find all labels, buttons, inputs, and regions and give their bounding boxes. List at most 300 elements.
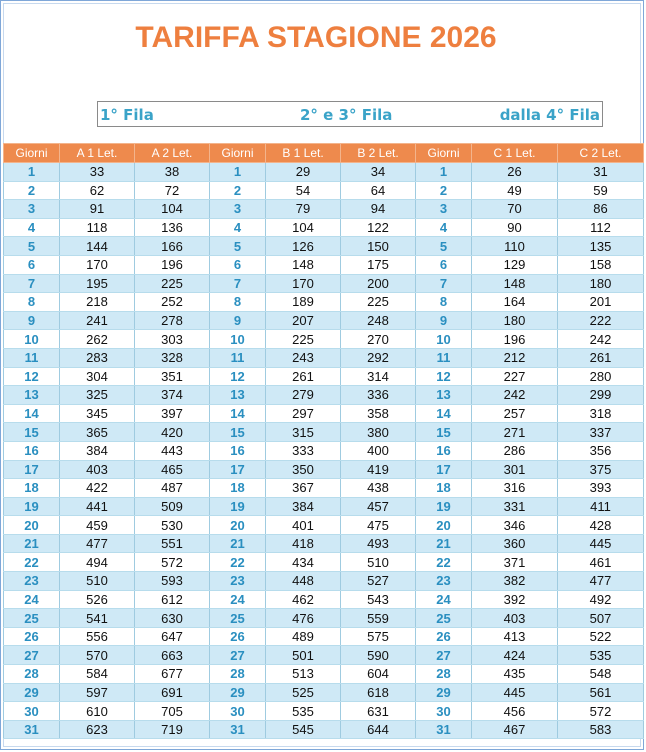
day-cell: 4 (416, 218, 472, 237)
day-cell: 19 (416, 497, 472, 516)
price-cell: 493 (341, 534, 416, 553)
price-cell: 328 (135, 348, 210, 367)
column-header: C 2 Let. (558, 144, 644, 163)
price-cell: 122 (341, 218, 416, 237)
day-cell: 1 (4, 163, 60, 182)
price-cell: 462 (266, 590, 341, 609)
table-row (4, 627, 644, 646)
price-cell: 91 (60, 200, 135, 219)
price-cell: 314 (341, 367, 416, 386)
price-cell: 135 (558, 237, 644, 256)
table-header-row (4, 144, 644, 163)
price-cell: 457 (341, 497, 416, 516)
price-cell: 331 (472, 497, 558, 516)
column-header: B 1 Let. (266, 144, 341, 163)
price-cell: 225 (341, 293, 416, 312)
price-cell: 144 (60, 237, 135, 256)
price-cell: 38 (135, 163, 210, 182)
price-cell: 104 (266, 218, 341, 237)
day-cell: 10 (4, 330, 60, 349)
price-cell: 623 (60, 720, 135, 739)
price-cell: 418 (266, 534, 341, 553)
table-row (4, 479, 644, 498)
price-cell: 526 (60, 590, 135, 609)
price-cell: 443 (135, 441, 210, 460)
price-cell: 445 (558, 534, 644, 553)
day-cell: 22 (210, 553, 266, 572)
price-cell: 374 (135, 386, 210, 405)
day-cell: 17 (4, 460, 60, 479)
price-cell: 467 (472, 720, 558, 739)
price-cell: 350 (266, 460, 341, 479)
table-row (4, 497, 644, 516)
day-cell: 30 (210, 702, 266, 721)
price-cell: 365 (60, 423, 135, 442)
price-cell: 33 (60, 163, 135, 182)
price-cell: 392 (472, 590, 558, 609)
price-cell: 31 (558, 163, 644, 182)
price-cell: 201 (558, 293, 644, 312)
price-cell: 29 (266, 163, 341, 182)
price-cell: 337 (558, 423, 644, 442)
fila-second-label: 2° e 3° Fila (300, 106, 393, 124)
day-cell: 9 (210, 311, 266, 330)
day-cell: 6 (4, 255, 60, 274)
price-cell: 292 (341, 348, 416, 367)
table-row (4, 200, 644, 219)
price-cell: 530 (135, 516, 210, 535)
price-cell: 367 (266, 479, 341, 498)
price-cell: 397 (135, 404, 210, 423)
price-cell: 630 (135, 609, 210, 628)
table-row (4, 702, 644, 721)
day-cell: 6 (210, 255, 266, 274)
day-cell: 14 (416, 404, 472, 423)
price-cell: 112 (558, 218, 644, 237)
price-cell: 494 (60, 553, 135, 572)
price-cell: 241 (60, 311, 135, 330)
day-cell: 3 (4, 200, 60, 219)
day-cell: 21 (4, 534, 60, 553)
day-cell: 4 (210, 218, 266, 237)
price-cell: 413 (472, 627, 558, 646)
day-cell: 12 (210, 367, 266, 386)
day-cell: 22 (416, 553, 472, 572)
day-cell: 20 (210, 516, 266, 535)
day-cell: 16 (416, 441, 472, 460)
day-cell: 2 (4, 181, 60, 200)
day-cell: 8 (210, 293, 266, 312)
row-category-box (97, 101, 603, 127)
day-cell: 24 (4, 590, 60, 609)
price-cell: 556 (60, 627, 135, 646)
table-row (4, 534, 644, 553)
day-cell: 29 (4, 683, 60, 702)
price-cell: 551 (135, 534, 210, 553)
price-cell: 513 (266, 665, 341, 684)
price-cell: 303 (135, 330, 210, 349)
day-cell: 16 (4, 441, 60, 460)
column-header: C 1 Let. (472, 144, 558, 163)
price-cell: 583 (558, 720, 644, 739)
price-cell: 227 (472, 367, 558, 386)
price-cell: 510 (341, 553, 416, 572)
price-cell: 507 (558, 609, 644, 628)
price-cell: 54 (266, 181, 341, 200)
day-cell: 15 (416, 423, 472, 442)
day-cell: 10 (210, 330, 266, 349)
day-cell: 11 (210, 348, 266, 367)
day-cell: 16 (210, 441, 266, 460)
day-cell: 26 (4, 627, 60, 646)
table-row (4, 163, 644, 182)
price-cell: 435 (472, 665, 558, 684)
day-cell: 20 (4, 516, 60, 535)
day-cell: 3 (210, 200, 266, 219)
day-cell: 27 (210, 646, 266, 665)
price-cell: 180 (558, 274, 644, 293)
price-cell: 351 (135, 367, 210, 386)
price-cell: 346 (472, 516, 558, 535)
day-cell: 27 (416, 646, 472, 665)
table-body (4, 163, 644, 739)
day-cell: 21 (210, 534, 266, 553)
price-cell: 195 (60, 274, 135, 293)
column-header: A 1 Let. (60, 144, 135, 163)
price-cell: 170 (266, 274, 341, 293)
price-cell: 393 (558, 479, 644, 498)
day-cell: 7 (416, 274, 472, 293)
price-cell: 126 (266, 237, 341, 256)
price-cell: 459 (60, 516, 135, 535)
price-cell: 604 (341, 665, 416, 684)
price-cell: 70 (472, 200, 558, 219)
day-cell: 26 (210, 627, 266, 646)
table-row (4, 367, 644, 386)
table-row (4, 665, 644, 684)
price-cell: 543 (341, 590, 416, 609)
price-cell: 64 (341, 181, 416, 200)
price-cell: 477 (558, 572, 644, 591)
day-cell: 11 (416, 348, 472, 367)
price-cell: 207 (266, 311, 341, 330)
price-cell: 510 (60, 572, 135, 591)
day-cell: 12 (4, 367, 60, 386)
price-cell: 375 (558, 460, 644, 479)
day-cell: 30 (416, 702, 472, 721)
price-cell: 26 (472, 163, 558, 182)
price-cell: 72 (135, 181, 210, 200)
price-cell: 200 (341, 274, 416, 293)
price-cell: 333 (266, 441, 341, 460)
price-cell: 257 (472, 404, 558, 423)
price-cell: 535 (266, 702, 341, 721)
day-cell: 17 (210, 460, 266, 479)
day-cell: 11 (4, 348, 60, 367)
price-cell: 318 (558, 404, 644, 423)
price-cell: 572 (558, 702, 644, 721)
column-header: Giorni (4, 144, 60, 163)
table-row (4, 181, 644, 200)
price-cell: 677 (135, 665, 210, 684)
price-cell: 411 (558, 497, 644, 516)
price-cell: 434 (266, 553, 341, 572)
day-cell: 22 (4, 553, 60, 572)
price-cell: 90 (472, 218, 558, 237)
price-cell: 297 (266, 404, 341, 423)
price-cell: 49 (472, 181, 558, 200)
price-cell: 610 (60, 702, 135, 721)
day-cell: 25 (4, 609, 60, 628)
day-cell: 28 (210, 665, 266, 684)
price-cell: 401 (266, 516, 341, 535)
price-cell: 242 (472, 386, 558, 405)
price-cell: 663 (135, 646, 210, 665)
price-cell: 461 (558, 553, 644, 572)
price-cell: 225 (266, 330, 341, 349)
price-cell: 535 (558, 646, 644, 665)
day-cell: 15 (4, 423, 60, 442)
price-cell: 279 (266, 386, 341, 405)
price-cell: 252 (135, 293, 210, 312)
day-cell: 28 (4, 665, 60, 684)
price-cell: 196 (472, 330, 558, 349)
price-cell: 719 (135, 720, 210, 739)
price-cell: 403 (472, 609, 558, 628)
day-cell: 18 (416, 479, 472, 498)
column-header: A 2 Let. (135, 144, 210, 163)
price-cell: 570 (60, 646, 135, 665)
table-row (4, 423, 644, 442)
price-cell: 691 (135, 683, 210, 702)
day-cell: 12 (416, 367, 472, 386)
day-cell: 1 (416, 163, 472, 182)
table-row (4, 646, 644, 665)
day-cell: 13 (210, 386, 266, 405)
day-cell: 4 (4, 218, 60, 237)
day-cell: 26 (416, 627, 472, 646)
price-cell: 261 (558, 348, 644, 367)
price-cell: 360 (472, 534, 558, 553)
day-cell: 9 (4, 311, 60, 330)
day-cell: 23 (416, 572, 472, 591)
price-cell: 593 (135, 572, 210, 591)
price-cell: 248 (341, 311, 416, 330)
price-cell: 441 (60, 497, 135, 516)
price-cell: 384 (60, 441, 135, 460)
day-cell: 7 (210, 274, 266, 293)
table-row (4, 237, 644, 256)
price-cell: 509 (135, 497, 210, 516)
day-cell: 17 (416, 460, 472, 479)
price-cell: 403 (60, 460, 135, 479)
day-cell: 28 (416, 665, 472, 684)
day-cell: 19 (4, 497, 60, 516)
price-cell: 501 (266, 646, 341, 665)
day-cell: 8 (416, 293, 472, 312)
price-cell: 148 (266, 255, 341, 274)
price-cell: 548 (558, 665, 644, 684)
price-cell: 424 (472, 646, 558, 665)
page-title: TARIFFA STAGIONE 2026 (135, 21, 497, 54)
day-cell: 5 (416, 237, 472, 256)
price-cell: 180 (472, 311, 558, 330)
price-cell: 382 (472, 572, 558, 591)
price-cell: 94 (341, 200, 416, 219)
price-cell: 34 (341, 163, 416, 182)
price-cell: 243 (266, 348, 341, 367)
price-cell: 104 (135, 200, 210, 219)
price-cell: 325 (60, 386, 135, 405)
price-cell: 356 (558, 441, 644, 460)
table-row (4, 683, 644, 702)
price-cell: 278 (135, 311, 210, 330)
price-cell: 475 (341, 516, 416, 535)
price-cell: 283 (60, 348, 135, 367)
price-cell: 358 (341, 404, 416, 423)
day-cell: 9 (416, 311, 472, 330)
day-cell: 25 (210, 609, 266, 628)
price-cell: 166 (135, 237, 210, 256)
price-cell: 345 (60, 404, 135, 423)
price-cell: 525 (266, 683, 341, 702)
price-cell: 644 (341, 720, 416, 739)
price-cell: 304 (60, 367, 135, 386)
price-cell: 286 (472, 441, 558, 460)
day-cell: 29 (210, 683, 266, 702)
day-cell: 30 (4, 702, 60, 721)
price-cell: 419 (341, 460, 416, 479)
price-cell: 428 (558, 516, 644, 535)
price-cell: 380 (341, 423, 416, 442)
day-cell: 13 (416, 386, 472, 405)
price-cell: 242 (558, 330, 644, 349)
price-cell: 261 (266, 367, 341, 386)
rates-table (3, 143, 644, 739)
table-row (4, 348, 644, 367)
price-cell: 371 (472, 553, 558, 572)
day-cell: 23 (210, 572, 266, 591)
day-cell: 31 (4, 720, 60, 739)
price-cell: 299 (558, 386, 644, 405)
day-cell: 7 (4, 274, 60, 293)
price-cell: 129 (472, 255, 558, 274)
price-cell: 150 (341, 237, 416, 256)
price-cell: 705 (135, 702, 210, 721)
column-header: Giorni (210, 144, 266, 163)
price-cell: 575 (341, 627, 416, 646)
price-cell: 476 (266, 609, 341, 628)
price-cell: 79 (266, 200, 341, 219)
day-cell: 3 (416, 200, 472, 219)
price-cell: 158 (558, 255, 644, 274)
price-cell: 584 (60, 665, 135, 684)
day-cell: 8 (4, 293, 60, 312)
price-cell: 301 (472, 460, 558, 479)
price-cell: 136 (135, 218, 210, 237)
fila-first-label: 1° Fila (100, 106, 154, 124)
price-cell: 189 (266, 293, 341, 312)
price-cell: 59 (558, 181, 644, 200)
day-cell: 5 (210, 237, 266, 256)
price-cell: 597 (60, 683, 135, 702)
price-cell: 438 (341, 479, 416, 498)
day-cell: 20 (416, 516, 472, 535)
table-row (4, 609, 644, 628)
price-cell: 118 (60, 218, 135, 237)
price-cell: 384 (266, 497, 341, 516)
price-cell: 489 (266, 627, 341, 646)
day-cell: 2 (416, 181, 472, 200)
day-cell: 31 (416, 720, 472, 739)
table-row (4, 460, 644, 479)
table-row (4, 218, 644, 237)
table-row (4, 516, 644, 535)
price-cell: 218 (60, 293, 135, 312)
price-cell: 647 (135, 627, 210, 646)
day-cell: 18 (4, 479, 60, 498)
price-cell: 527 (341, 572, 416, 591)
price-cell: 316 (472, 479, 558, 498)
price-cell: 164 (472, 293, 558, 312)
table-row (4, 255, 644, 274)
day-cell: 6 (416, 255, 472, 274)
price-cell: 175 (341, 255, 416, 274)
price-cell: 448 (266, 572, 341, 591)
fila-fourth-label: dalla 4° Fila (499, 106, 600, 124)
price-cell: 559 (341, 609, 416, 628)
price-cell: 315 (266, 423, 341, 442)
price-cell: 270 (341, 330, 416, 349)
table-row (4, 404, 644, 423)
price-cell: 612 (135, 590, 210, 609)
day-cell: 10 (416, 330, 472, 349)
day-cell: 25 (416, 609, 472, 628)
day-cell: 27 (4, 646, 60, 665)
price-cell: 492 (558, 590, 644, 609)
price-cell: 422 (60, 479, 135, 498)
price-cell: 631 (341, 702, 416, 721)
price-cell: 420 (135, 423, 210, 442)
price-cell: 212 (472, 348, 558, 367)
day-cell: 19 (210, 497, 266, 516)
table-row (4, 330, 644, 349)
price-cell: 400 (341, 441, 416, 460)
day-cell: 24 (210, 590, 266, 609)
day-cell: 18 (210, 479, 266, 498)
day-cell: 21 (416, 534, 472, 553)
price-cell: 445 (472, 683, 558, 702)
price-cell: 262 (60, 330, 135, 349)
price-cell: 572 (135, 553, 210, 572)
table-row (4, 572, 644, 591)
price-cell: 271 (472, 423, 558, 442)
day-cell: 24 (416, 590, 472, 609)
price-cell: 170 (60, 255, 135, 274)
price-cell: 225 (135, 274, 210, 293)
price-cell: 545 (266, 720, 341, 739)
day-cell: 31 (210, 720, 266, 739)
price-cell: 487 (135, 479, 210, 498)
price-cell: 456 (472, 702, 558, 721)
price-cell: 590 (341, 646, 416, 665)
price-cell: 62 (60, 181, 135, 200)
column-header: B 2 Let. (341, 144, 416, 163)
table-row (4, 590, 644, 609)
day-cell: 14 (4, 404, 60, 423)
price-cell: 618 (341, 683, 416, 702)
price-cell: 522 (558, 627, 644, 646)
